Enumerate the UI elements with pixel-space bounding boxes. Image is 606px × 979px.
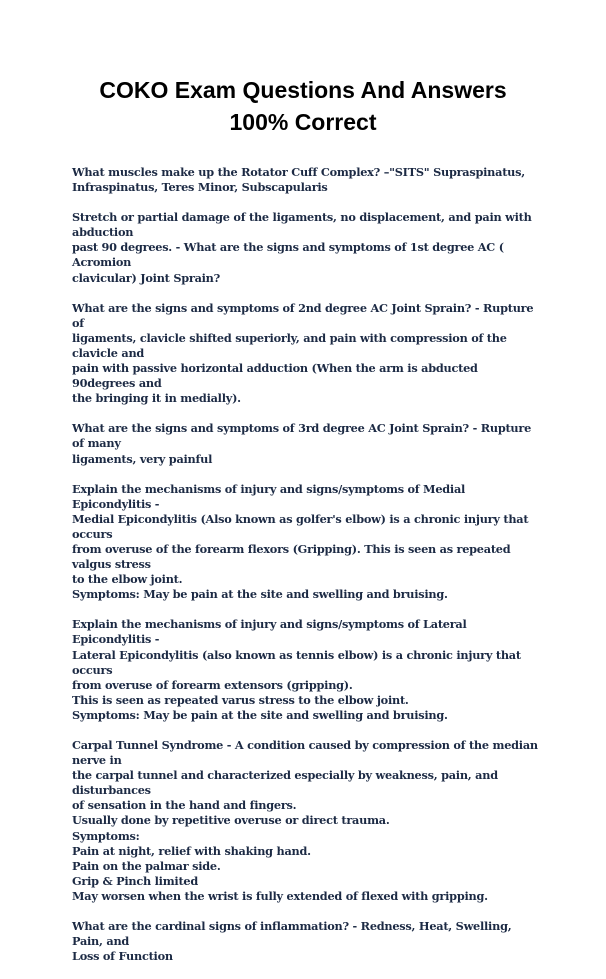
text-line: Symptoms:	[72, 828, 140, 843]
text-line: ligaments, clavicle shifted superiorly, and pain with compression of the clavicle and	[72, 330, 507, 360]
title-line-2: 100% Correct	[229, 109, 377, 135]
text-line: Medial Epicondylitis (Also known as golfer's elbow) is a chronic injury that occurs	[72, 511, 529, 541]
text-line: Loss of Function	[72, 949, 173, 964]
text-line: What muscles make up the Rotator Cuff Complex? –"SITS" Supraspinatus,	[72, 165, 525, 179]
text-line: Grip & Pinch limited	[72, 873, 199, 888]
text-line: What are the signs and symptoms of 3rd degree AC Joint Sprain? - Rupture of many	[72, 421, 532, 451]
text-line: Pain on the palmar side.	[72, 858, 221, 873]
text-line: What are the cardinal signs of inflammation? - Redness, Heat, Swelling, Pain, and	[72, 919, 512, 949]
page-title	[0, 74, 606, 138]
text-line: pain with passive horizontal adduction (When the arm is abducted 90degrees and	[72, 361, 478, 391]
text-line: the carpal tunnel and characterized especially by weakness, pain, and disturbances	[72, 768, 498, 798]
text-line: from overuse of the forearm flexors (Gripping). This is seen as repeated valgus stress	[72, 541, 511, 572]
text-line: Symptoms: May be pain at the site and swelling and bruising.	[72, 707, 448, 722]
text-line: This is seen as repeated varus stress to the elbow joint.	[72, 692, 409, 707]
paragraph-ac-sprain-2nd	[72, 301, 542, 407]
text-line: Infraspinatus, Teres Minor, Subscapularis	[72, 180, 328, 195]
text-line: Explain the mechanisms of injury and signs/symptoms of Medial Epicondylitis -	[72, 481, 466, 511]
text-line: Lateral Epicondylitis (also known as tennis elbow) is a chronic injury that occurs	[72, 647, 521, 677]
text-line: from overuse of forearm extensors (gripping).	[72, 677, 353, 692]
text-line: past 90 degrees. - What are the signs and symptoms of 1st degree AC ( Acromion	[72, 240, 504, 270]
text-line: Carpal Tunnel Syndrome - A condition caused by compression of the median nerve in	[72, 738, 538, 768]
paragraph-lateral-epicondylitis	[72, 617, 542, 723]
text-line: ligaments, very painful	[72, 451, 213, 466]
text-line: the bringing it in medially).	[72, 391, 241, 406]
paragraph-inflammation-signs	[72, 919, 542, 964]
text-line: Symptoms: May be pain at the site and swelling and bruising.	[72, 587, 448, 602]
paragraph-rotator-cuff	[72, 165, 542, 195]
title-line-1: COKO Exam Questions And Answers	[99, 77, 507, 103]
paragraph-ac-sprain-3rd	[72, 421, 542, 466]
text-line: of sensation in the hand and fingers.	[72, 798, 297, 813]
paragraph-carpal-tunnel	[72, 738, 542, 904]
text-line: May worsen when the wrist is fully extended of flexed with gripping.	[72, 888, 488, 903]
paragraph-medial-epicondylitis	[72, 482, 542, 603]
document-body	[72, 165, 542, 979]
text-line: Pain at night, relief with shaking hand.	[72, 843, 311, 858]
text-line: What are the signs and symptoms of 2nd degree AC Joint Sprain? - Rupture of	[72, 300, 534, 330]
paragraph-ac-sprain-1st	[72, 210, 542, 285]
text-line: to the elbow joint.	[72, 572, 183, 587]
text-line: clavicular) Joint Sprain?	[72, 270, 221, 285]
text-line: Usually done by repetitive overuse or direct trauma.	[72, 813, 390, 828]
text-line: Explain the mechanisms of injury and signs/symptoms of Lateral Epicondylitis -	[72, 617, 467, 647]
text-line: Stretch or partial damage of the ligaments, no displacement, and pain with abduction	[72, 210, 532, 240]
